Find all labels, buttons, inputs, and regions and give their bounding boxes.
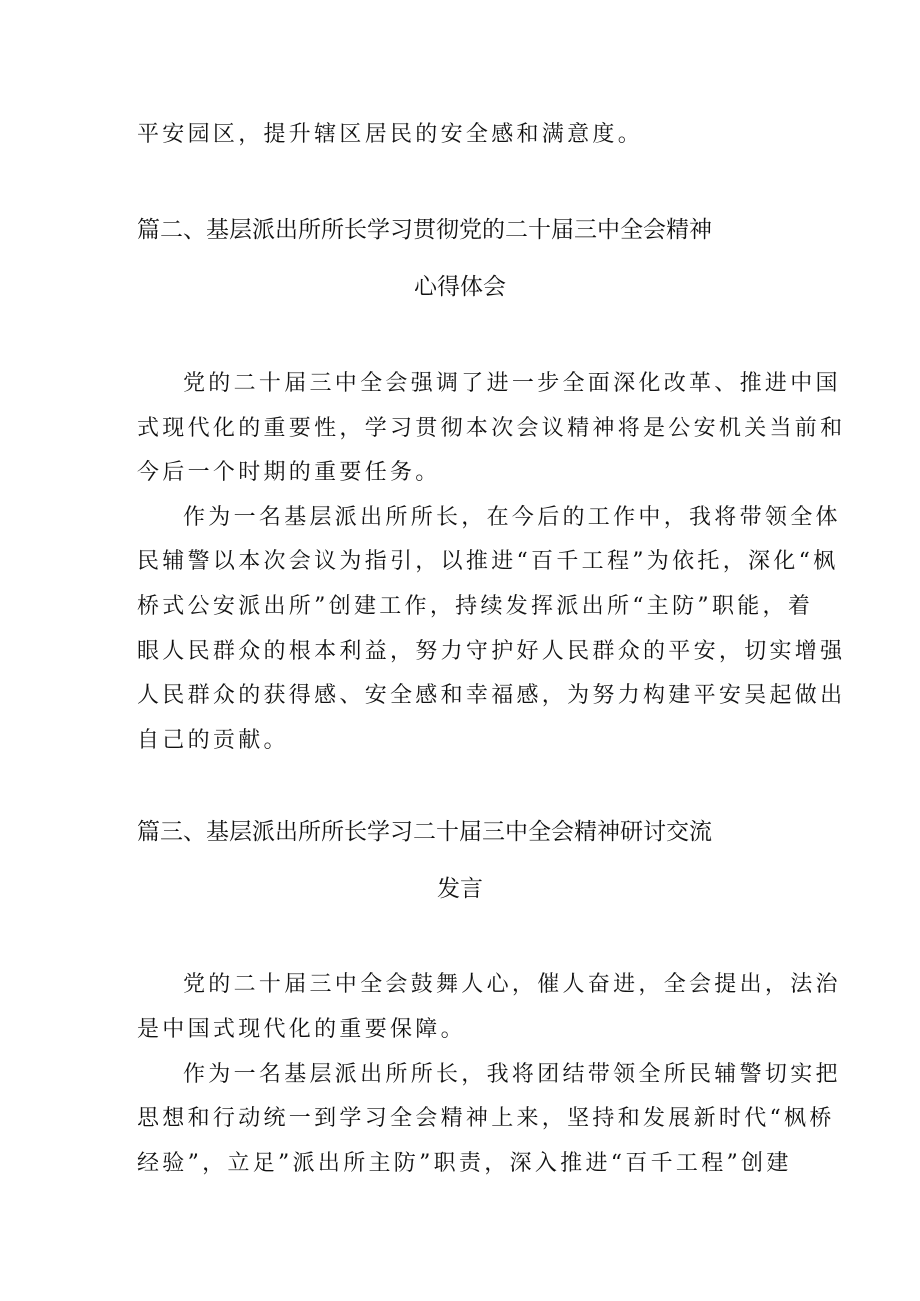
section3-title-line1: 篇三、基层派出所所长学习二十届三中全会精神研讨交流 <box>137 819 712 845</box>
section2-para2-line: 自己的贡献。 <box>137 728 289 753</box>
section3-para1-line: 是中国式现代化的重要保障。 <box>137 1017 466 1042</box>
section3-title-line2: 发言 <box>437 876 483 902</box>
section2-para2-line: 人民群众的获得感、安全感和幸福感，为努力构建平安吴起做出 <box>137 683 846 708</box>
section2-title-line1: 篇二、基层派出所所长学习贯彻党的二十届三中全会精神 <box>137 217 712 243</box>
section3-para2-line: 思想和行动统一到学习全会精神上来，坚持和发展新时代“枫桥 <box>137 1106 835 1131</box>
section2-para1-line: 党的二十届三中全会强调了进一步全面深化改革、推进中国 <box>183 371 841 396</box>
section3-para2-line: 作为一名基层派出所所长，我将团结带领全所民辅警切实把 <box>183 1062 841 1087</box>
section2-para2-line: 桥式公安派出所”创建工作，持续发挥派出所“主防”职能，着 <box>137 594 814 619</box>
section2-para2-line: 眼人民群众的根本利益，努力守护好人民群众的平安，切实增强 <box>137 639 846 664</box>
section2-para1-line: 式现代化的重要性，学习贯彻本次会议精神将是公安机关当前和 <box>137 416 846 441</box>
section2-para2-line: 作为一名基层派出所所长，在今后的工作中，我将带领全体 <box>183 505 841 530</box>
section2-para1-line: 今后一个时期的重要任务。 <box>137 460 441 485</box>
fragment-line: 平安园区，提升辖区居民的安全感和满意度。 <box>137 122 644 147</box>
section3-para1-line: 党的二十届三中全会鼓舞人心，催人奋进，全会提出，法治 <box>183 972 841 997</box>
section2-title-line2: 心得体会 <box>414 274 506 300</box>
section2-para2-line: 民辅警以本次会议为指引，以推进“百千工程”为依托，深化“枫 <box>137 549 839 574</box>
section3-para2-line: 经验”，立足”派出所主防”职责，深入推进“百千工程”创建 <box>137 1151 792 1176</box>
